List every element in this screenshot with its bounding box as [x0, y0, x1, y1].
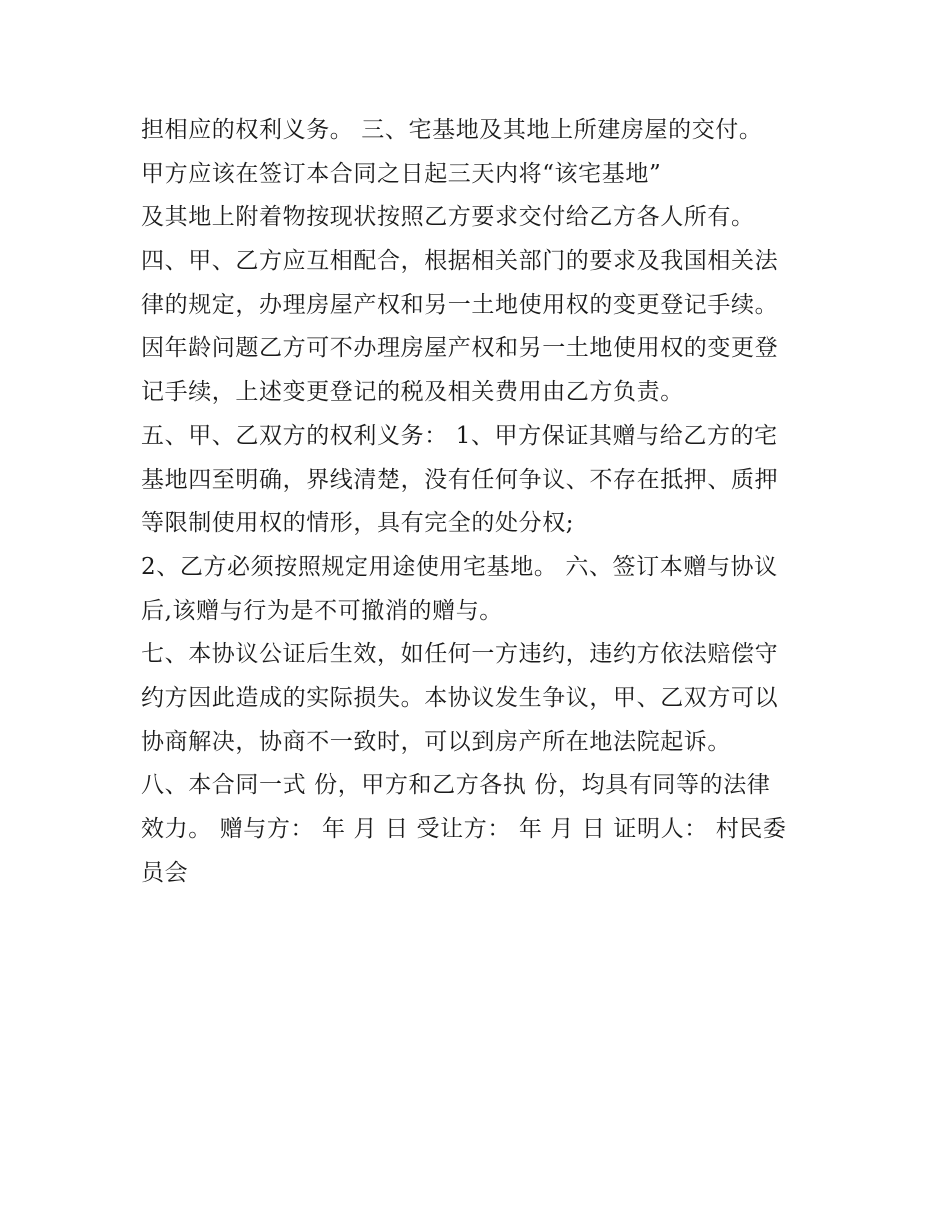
text-line: 协商解决，协商不一致时，可以到房产所在地法院起诉。: [141, 728, 731, 755]
text-line: 基地四至明确，界线清楚，没有任何争议、不存在抵押、质押: [141, 466, 779, 493]
text-line: 七、本协议公证后生效，如任何一方违约，违约方依法赔偿守: [141, 641, 779, 668]
text-line: 八、本合同一式 份，甲方和乙方各执 份，均具有同等的法律: [141, 772, 771, 799]
document-body: [141, 109, 841, 895]
text-line: 记手续，上述变更登记的税及相关费用由乙方负责。: [141, 379, 684, 406]
text-line: 甲方应该在签订本合同之日起三天内将“该宅基地”: [141, 160, 662, 187]
text-line: 四、甲、乙方应互相配合，根据相关部门的要求及我国相关法: [141, 248, 779, 275]
text-line: 等限制使用权的情形，具有完全的处分权;: [141, 510, 575, 537]
text-line: 律的规定，办理房屋产权和另一土地使用权的变更登记手续。: [141, 291, 779, 318]
text-line: 担相应的权利义务。 三、宅基地及其地上所建房屋的交付。: [141, 117, 763, 143]
text-line: 效力。 赠与方： 年 月 日 受让方： 年 月 日 证明人： 村民委: [141, 816, 787, 842]
text-line: 五、甲、乙双方的权利义务： 1、甲方保证其赠与给乙方的宅: [141, 422, 778, 449]
text-line: 因年龄问题乙方可不办理房屋产权和另一土地使用权的变更登: [141, 335, 779, 362]
text-line: 2、乙方必须按照规定用途使用宅基地。 六、签订本赠与协议: [141, 553, 778, 580]
text-line: 员会: [141, 859, 189, 886]
text-line: 及其地上附着物按现状按照乙方要求交付给乙方各人所有。: [141, 204, 755, 231]
text-line: 约方因此造成的实际损失。本协议发生争议，甲、乙双方可以: [141, 684, 779, 711]
text-line: 后,该赠与行为是不可撤消的赠与。: [141, 597, 503, 624]
